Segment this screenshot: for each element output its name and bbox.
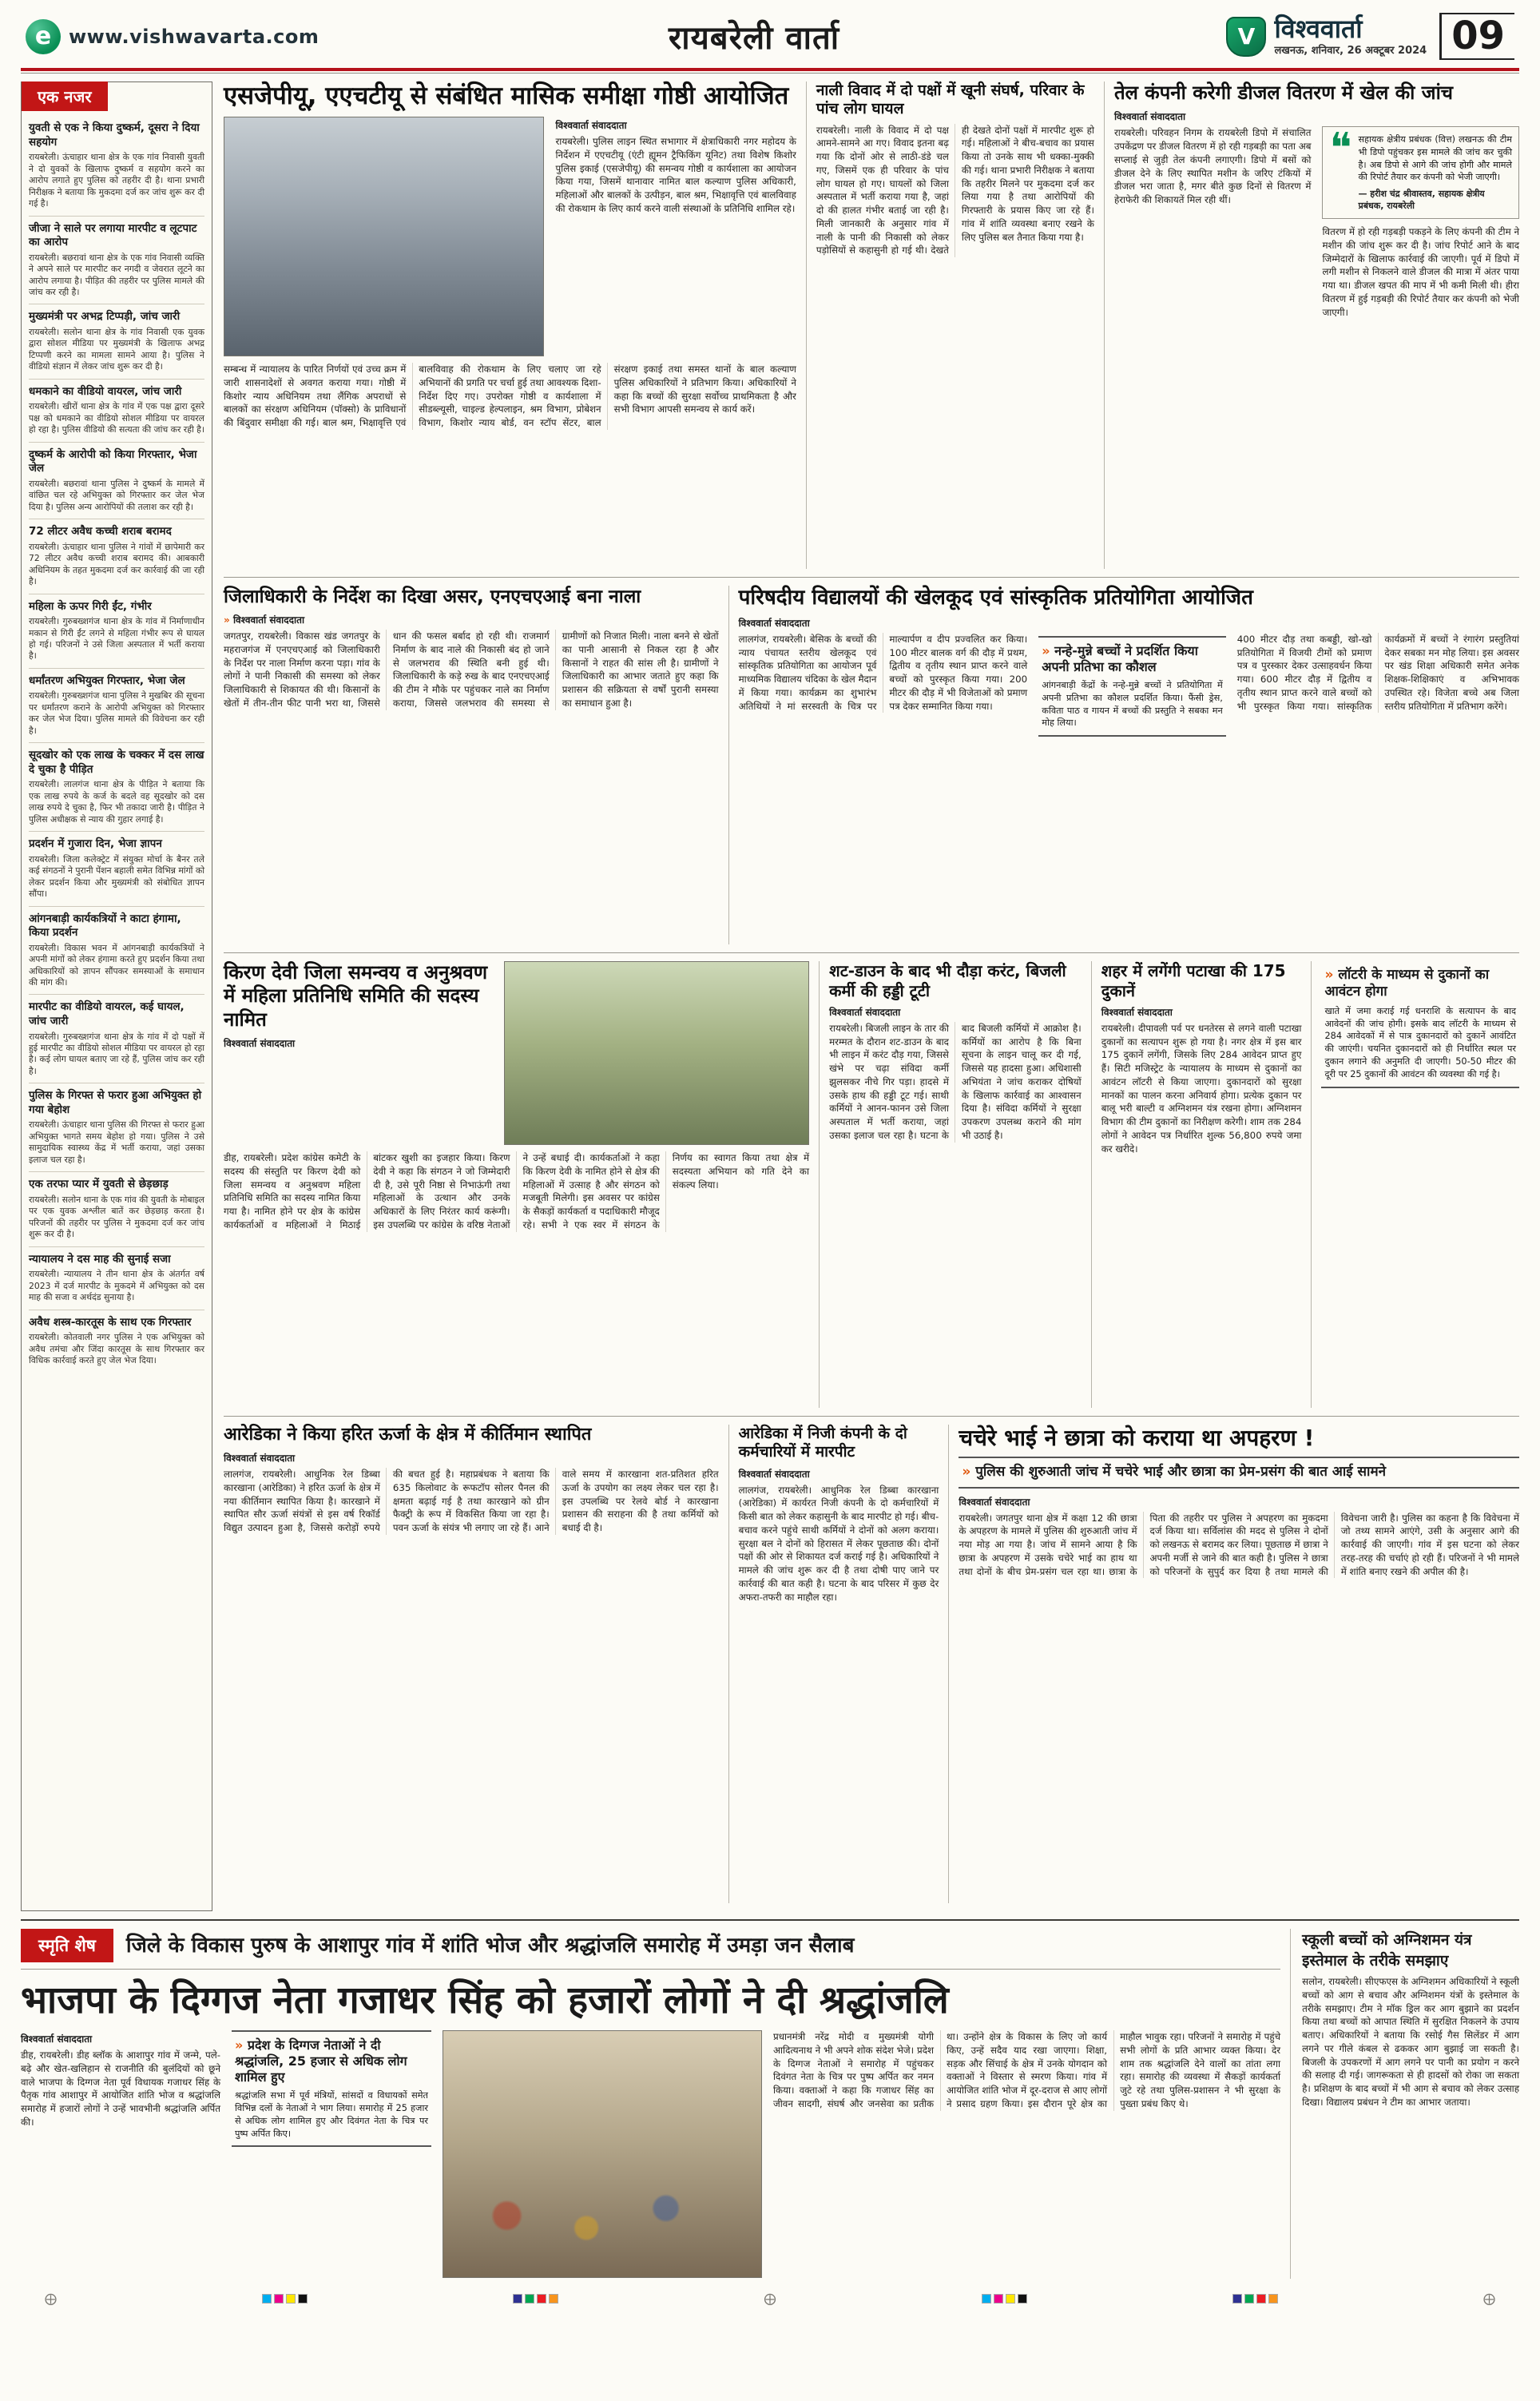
news-brief	[29, 995, 204, 1083]
article-headline: आरेडिका ने किया हरित ऊर्जा के क्षेत्र में कीर्तिमान स्थापित	[224, 1425, 592, 1445]
edition-dateline: लखनऊ, शनिवार, 26 अक्टूबर 2024	[1274, 45, 1427, 58]
news-brief-headline: आंगनबाड़ी कार्यकत्रियों ने काटा हंगामा, किया प्रदर्शन	[29, 912, 181, 940]
registration-cross-icon: ⨁	[45, 2292, 57, 2307]
byline: विश्ववार्ता संवाददाता	[738, 1468, 810, 1480]
masthead-right	[1139, 13, 1514, 60]
news-brief	[29, 1172, 204, 1246]
kicker-row	[21, 1929, 1280, 1970]
website-url: www.vishwavarta.com	[69, 25, 320, 48]
sub-article-headline: » लॉटरी के माध्यम से दुकानों का आवंटन होगा	[1324, 967, 1516, 1001]
memorial-grid	[21, 2030, 1280, 2278]
news-brief	[29, 380, 204, 443]
article-headline: नाली विवाद में दो पक्षों में खूनी संघर्ष, परिवार के पांच लोग घायल	[816, 81, 1085, 118]
news-brief	[29, 832, 204, 906]
news-brief-body: रायबरेली। जिला कलेक्ट्रेट में संयुक्त मोर्चा के बैनर तले कई संगठनों ने पुरानी पेंशन बहाली समेत विभिन्न मांगों को लेकर प्रदर्शन किया और मुख्यमंत्री को संबोधित ज्ञापन सौंपा।	[29, 853, 204, 900]
article-body: रायबरेली। जगतपुर थाना क्षेत्र में कक्षा 12 की छात्रा के अपहरण के मामले में पुलिस की शुरुआती जांच में नया मोड़ आ गया है। जांच में सामने आया है कि छात्रा के अपहरण में उसके चचेरे भाई का हाथ था तथा दोनों के बीच प्रेम-प्रसंग चल रहा था। छात्रा के पिता की तहरीर पर पुलिस ने अपहरण का मुकदमा दर्ज किया था। सर्विलांस की मदद से पुलिस ने दोनों को लखनऊ से बरामद कर लिया। पूछताछ में छात्रा ने अपनी मर्जी से जाने की बात कही है। पुलिस ने छात्रा को परिजनों के सुपुर्द कर दिया है तथा मामले की विवेचना जारी है। पुलिस का कहना है कि विवेचना में जो तथ्य सामने आएंगे, उसी के अनुसार आगे की कार्रवाई की जाएगी। गांव में इस घटना को लेकर तरह-तरह की चर्चाएं हो रही हैं। परिजनों ने भी मामले में शांति बनाए रखने की अपील की है।	[959, 1512, 1519, 1577]
article-subhead-box	[959, 1457, 1519, 1488]
article-body: डीह, रायबरेली। प्रदेश कांग्रेस कमेटी के सदस्य की संस्तुति पर किरण देवी को जिला समन्वय व अनुश्रवण महिला प्रतिनिधि समिति का सदस्य नामित किया गया है। नामित होने पर क्षेत्र के कांग्रेस कार्यकर्ताओं व महिलाओं ने मिठाई बांटकर खुशी का इजहार किया। किरण देवी ने कहा कि संगठन ने जो जिम्मेदारी दी है, उसे पूरी निष्ठा से निभाऊंगी तथा महिलाओं के उत्थान और उनके अधिकारों के लिए निरंतर कार्य करूंगी। इस उपलब्धि पर कांग्रेस के वरिष्ठ नेताओं ने उन्हें बधाई दी। कार्यकर्ताओं ने कहा कि किरण देवी के नामित होने से क्षेत्र की महिलाओं में उत्साह है और संगठन को मजबूती मिलेगी। इस अवसर पर कांग्रेस के सैकड़ों कार्यकर्ता व पदाधिकारी मौजूद रहे। सभी ने एक स्वर में संगठन के निर्णय का स्वागत किया तथा क्षेत्र में सदस्यता अभियान को गति देने का संकल्प लिया।	[224, 1152, 810, 1230]
article-headline: शट-डाउन के बाद भी दौड़ा करंट, बिजली कर्मी की हड्डी टूटी	[829, 961, 1066, 1000]
article-lottery-allotment	[1312, 961, 1519, 1408]
byline: विश्ववार्ता संवाददाता	[555, 120, 627, 131]
news-brief-body: रायबरेली। गुरुबख्शगंज थाना क्षेत्र के गांव में निर्माणाधीन मकान से गिरी ईंट लगने से महिला गंभीर रूप से घायल हो गई। परिजनों ने उसे जिला अस्पताल में भर्ती कराया है।	[29, 616, 204, 662]
news-brief-headline: जीजा ने साले पर लगाया मारपीट व लूटपाट का आरोप	[29, 221, 197, 249]
main-articles	[224, 81, 1519, 1911]
article-firecracker-shops	[1092, 961, 1312, 1408]
one-look-sidebar	[21, 81, 212, 1911]
pull-quote	[1322, 126, 1519, 219]
article-shutdown-current	[820, 961, 1092, 1408]
news-brief	[29, 743, 204, 832]
news-brief	[29, 217, 204, 305]
news-brief-body: रायबरेली। गुरुबख्शगंज थाना पुलिस ने मुखबिर की सूचना पर धर्मांतरण कराने के आरोपी अभियुक्त को गिरफ्तार कर जेल भेज दिया। पुलिस मामले की विवेचना कर रही है।	[29, 690, 204, 736]
article-headline: परिषदीय विद्यालयों की खेलकूद एवं सांस्कृतिक प्रतियोगिता आयोजित	[738, 586, 1253, 610]
memorial-note-box	[232, 2030, 431, 2147]
news-brief-body: रायबरेली। बछरावां थाना क्षेत्र के एक गांव निवासी व्यक्ति ने अपने साले पर मारपीट कर नगदी व जेवरात लूटने का आरोप लगाया है। पीड़ित की तहरीर पर पुलिस मामले की जांच कर रही है।	[29, 252, 204, 297]
color-bar-icon	[262, 2294, 308, 2304]
registration-cross-icon: ⨁	[1482, 2292, 1495, 2307]
news-brief-headline: सूदखोर को एक लाख के चक्कर में दस लाख दे चुका है पीड़ित	[29, 749, 204, 776]
article-body-right: 400 मीटर दौड़ तथा कबड्डी, खो-खो प्रतियोगिता में विजयी टीमों को प्रमाण पत्र व पुरस्कार देकर उत्साहवर्धन किया गया। 600 मीटर दौड़ में द्वितीय व तृतीय स्थान प्राप्त करने वाले बच्चों को भी पुरस्कृत किया गया। सांस्कृतिक कार्यक्रमों में बच्चों ने रंगारंग प्रस्तुतियां देकर सबका मन मोह लिया। इस अवसर पर खंड शिक्षा अधिकारी समेत अनेक शिक्षक-शिक्षिकाएं व अभिभावक उपस्थित रहे। विजेता बच्चे अब जिला स्तरीय प्रतियोगिता में प्रतिभाग करेंगे।	[1236, 633, 1519, 712]
byline: विश्ववार्ता संवाददाता	[224, 1037, 296, 1049]
news-brief-headline: मारपीट का वीडियो वायरल, कई घायल, जांच जारी	[29, 1000, 185, 1028]
memorial-note-headline: » प्रदेश के दिग्गज नेताओं ने दी श्रद्धांजलि, 25 हजार से अधिक लोग शामिल हुए	[235, 2037, 428, 2085]
news-brief-headline: मुख्यमंत्री पर अभद्र टिप्पड़ी, जांच जारी	[29, 310, 181, 324]
memorial-kicker: जिले के विकास पुरुष के आशापुर गांव में शांति भोज और श्रद्धांजलि समारोह में उमड़ा जन सैलाब	[125, 1933, 855, 1958]
news-brief-body: रायबरेली। सलोन थाना क्षेत्र के गांव निवासी एक युवक द्वारा सोशल मीडिया पर मुख्यमंत्री के खिलाफ अभद्र टिप्पणी करने का मामला सामने आया है। पुलिस ने वीडियो संज्ञान में लेकर जांच शुरू कर दी है।	[29, 327, 204, 372]
brand-block	[1226, 13, 1427, 58]
print-registration-marks	[21, 2290, 1519, 2308]
news-brief	[29, 1310, 204, 1373]
color-bar-icon	[513, 2294, 558, 2304]
row-1	[224, 81, 1519, 577]
sub-article-children-talent	[1038, 636, 1226, 737]
masthead-left	[26, 19, 369, 54]
upper-region	[21, 81, 1519, 1911]
memorial-note-body: श्रद्धांजलि सभा में पूर्व मंत्रियों, सांसदों व विधायकों समेत विभिन्न दलों के नेताओं ने भाग लिया। समारोह में 25 हजार से अधिक लोग शामिल हुए और दिवंगत नेता के चित्र पर पुष्प अर्पित किए।	[235, 2090, 428, 2139]
news-brief	[29, 594, 204, 669]
article-body-left: रायबरेली। परिवहन निगम के रायबरेली डिपो में संचालित उपकेंद्रण पर डीजल वितरण में हो रही गड़बड़ी का पता अब सप्लाई से जुड़ी तेल कंपनी लगाएगी। डिपो में बसों को डीजल देने के लिए स्थापित मशीन के जरिए टंकियों में डीजल भरा जाता है, मगर बीते कुछ दिनों से वितरण में हेराफेरी की शिकायतें मिल रही थीं।	[1113, 127, 1312, 206]
article-body: सलोन, रायबरेली। सीएफएस के अग्निशमन अधिकारियों ने स्कूली बच्चों को आग से बचाव और अग्निशमन यंत्रों के इस्तेमाल के तरीके समझाए। टीम ने मॉक ड्रिल कर आग बुझाने का प्रदर्शन किया तथा बच्चों को आपात स्थिति में सुरक्षित निकलने के उपाय बताए। अधिकारियों ने बताया कि रसोई गैस सिलेंडर में आग लगने पर गीले कंबल से ढककर आग बुझाई जा सकती है। बिजली के उपकरणों में आग लगने पर पानी का प्रयोग न करने की सलाह दी गई। जागरूकता से ही हादसों को रोका जा सकता है। प्रशिक्षण के बाद बच्चों में भी आग से बचाव को लेकर उत्साह दिखा। विद्यालय प्रबंधन ने टीम का आभार जताया।	[1302, 1976, 1519, 2108]
article-kiran-devi	[224, 961, 820, 1408]
article-nhai-drain	[224, 586, 729, 944]
byline: विश्ववार्ता संवाददाता	[1101, 1006, 1173, 1018]
memorial-tag: स्मृति शेष	[21, 1929, 113, 1962]
article-body-right: वितरण में हो रही गड़बड़ी पकड़ने के लिए कंपनी की टीम ने मशीन की जांच शुरू कर दी है। जांच रिपोर्ट आने के बाद जिम्मेदारों के खिलाफ कार्रवाई की जाएगी। पूर्व में डिपो में लगी मशीन से निकलने वाले डीजल की मात्रा में अंतर पाया गया था। डीजल खपत की माप में भी कमी मिली थी। हीरा वितरण में हुई गड़बड़ी की रिपोर्ट तैयार कर कंपनी को भेजी जाएगी।	[1322, 226, 1519, 318]
sub-article-lottery	[1321, 961, 1519, 1087]
article-kidnap-case	[949, 1425, 1519, 1903]
registration-cross-icon: ⨁	[764, 2292, 776, 2307]
brand-name: विश्ववार्ता	[1274, 13, 1363, 44]
masthead-rule	[21, 68, 1519, 71]
news-brief-headline: प्रदर्शन में गुजारा दिन, भेजा ज्ञापन	[29, 837, 162, 851]
byline: विश्ववार्ता संवाददाता	[738, 617, 810, 629]
article-body: रायबरेली। बिजली लाइन के तार की मरम्मत के दौरान शट-डाउन के बाद भी लाइन में करंट दौड़ गया, जिससे खंभे पर चढ़ा संविदा कर्मी झुलसकर नीचे गिर पड़ा। हादसे में उसके हाथ की हड्डी टूट गई। साथी कर्मियों ने आनन-फानन उसे जिला अस्पताल में भर्ती कराया, जहां उसका इलाज चल रहा है। घटना के बाद बिजली कर्मियों में आक्रोश है। कर्मियों का आरोप है कि बिना सूचना के लाइन चालू कर दी गई, जिससे यह हादसा हुआ। अधिशासी अभियंता ने जांच कराकर दोषियों के खिलाफ कार्रवाई का आश्वासन दिया है। संविदा कर्मियों ने सुरक्षा उपकरण उपलब्ध कराने की मांग भी उठाई है।	[829, 1022, 1082, 1141]
row-4	[224, 1416, 1519, 1911]
news-brief-body: रायबरेली। ऊंचाहार थाना क्षेत्र के एक गांव निवासी युवती ने दो युवकों के खिलाफ दुष्कर्म व सहयोग करने का आरोप लगाते हुए पुलिस को तहरीर दी है। थाना प्रभारी निरीक्षक ने बताया कि मुकदमा दर्ज कर जांच शुरू कर दी गई है।	[29, 152, 204, 209]
article-headline: चचेरे भाई ने छात्रा को कराया था अपहरण !	[959, 1425, 1315, 1452]
brand-logo-icon: V	[1226, 17, 1266, 57]
article-headline: आरेडिका में निजी कंपनी के दो कर्मचारियों में मारपीट	[738, 1425, 907, 1461]
memorial-intro: डीह, रायबरेली। डीह ब्लॉक के आशापुर गांव में जन्मे, पले-बढ़े और खेत-खलिहान से राजनीति की बुलंदियों को छूने वाले भाजपा के दिग्गज नेता पूर्व विधायक गजाधर सिंह के पैतृक गांव आशापुर में आयोजित शांति भोज व श्रद्धांजलि समारोह में हजारों लोगों ने उन्हें भावभीनी श्रद्धांजलि अर्पित की।	[21, 2049, 220, 2128]
news-brief-body: रायबरेली। सलोन थाना के एक गांव की युवती के मोबाइल पर एक युवक अश्लील बातें कर छेड़छाड़ करता है। परिजनों की तहरीर पर पुलिस ने मुकदमा दर्ज कर जांच शुरू कर दी है।	[29, 1194, 204, 1240]
row-2	[224, 577, 1519, 952]
article-body: रायबरेली। नाली के विवाद में दो पक्ष आमने-सामने आ गए। विवाद इतना बढ़ गया कि दोनों ओर से लाठी-डंडे चल गए, जिसमें एक ही परिवार के पांच लोग घायल हो गए। घायलों को जिला अस्पताल में भर्ती कराया गया है, जहां दो की हालत गंभीर बताई जा रही है। मिली जानकारी के अनुसार गांव में नाली के पानी की निकासी को लेकर पड़ोसियों से कहासुनी हो गई थी। देखते ही देखते दोनों पक्षों में मारपीट शुरू हो गई। महिलाओं ने बीच-बचाव का प्रयास किया तो उनके साथ भी धक्का-मुक्की की गई। थाना प्रभारी निरीक्षक ने बताया कि तहरीर मिलने पर मुकदमा दर्ज कर लिया गया है तथा आरोपियों की गिरफ्तारी के प्रयास किए जा रहे हैं। गांव में शांति व्यवस्था बनाए रखने के लिए पुलिस बल तैनात किया गया है।	[816, 124, 1094, 256]
news-brief	[29, 1083, 204, 1172]
article-body: लालगंज, रायबरेली। आधुनिक रेल डिब्बा कारखाना (आरेडिका) में कार्यरत निजी कंपनी के दो कर्मचारियों में किसी बात को लेकर कहासुनी के बाद मारपीट हो गई। बीच-बचाव करने पहुंचे साथी कर्मियों ने दोनों को अलग कराया। सुरक्षा बल ने दोनों को हिरासत में लेकर पूछताछ की। दोनों पक्षों की ओर से शिकायत दर्ज कराई गई है। अधिकारियों ने मामले की जांच शुरू कर दी है तथा दोषी पाए जाने पर कार्रवाई की बात कही है। घटना के बाद परिसर में कुछ देर अफरा-तफरी का माहौल रहा।	[738, 1484, 939, 1603]
news-brief-body: रायबरेली। विकास भवन में आंगनबाड़ी कार्यकत्रियों ने अपनी मांगों को लेकर हंगामा करते हुए प्रदर्शन किया तथा अधिकारियों को ज्ञापन सौंपकर समस्याओं के समाधान की मांग की।	[29, 942, 204, 988]
news-brief-body: रायबरेली। लालगंज थाना क्षेत्र के पीड़ित ने बताया कि एक लाख रुपये के कर्ज के बदले वह सूदखोर को दस लाख रुपये दे चुका है, फिर भी तकादा जारी है। पीड़ित ने पुलिस अधीक्षक से न्याय की गुहार लगाई है।	[29, 779, 204, 825]
article-headline: जिलाधिकारी के निर्देश का दिखा असर, एनएचएआई बना नाला	[224, 586, 641, 608]
byline: विश्ववार्ता संवाददाता	[829, 1006, 901, 1018]
news-brief-headline: युवती से एक ने किया दुष्कर्म, दूसरा ने दिया सहयोग	[29, 121, 200, 149]
memorial-headline: भाजपा के दिग्गज नेता गजाधर सिंह को हजारों लोगों ने दी श्रद्धांजलि	[21, 1978, 949, 2023]
article-headline: स्कूली बच्चों को अग्निशमन यंत्र इस्तेमाल के तरीके समझाए	[1302, 1931, 1472, 1970]
news-brief	[29, 304, 204, 379]
article-subhead: » पुलिस की शुरुआती जांच में चचेरे भाई और छात्रा का प्रेम-प्रसंग की बात आई सामने	[962, 1464, 1516, 1481]
article-headline: किरण देवी जिला समन्वय व अनुश्रवण में महिला प्रतिनिधि समिति की सदस्य नामित	[224, 961, 488, 1031]
news-brief	[29, 519, 204, 594]
news-brief-headline: अवैध शस्त्र-कारतूस के साथ एक गिरफ्तार	[29, 1315, 192, 1329]
quote-icon: ❝	[1329, 125, 1352, 173]
masthead	[21, 6, 1519, 68]
article-body: रायबरेली। दीपावली पर्व पर धनतेरस से लगने वाली पटाखा दुकानों का सत्यापन शुरू हो गया है। नगर क्षेत्र में इस बार 175 दुकानें लगेंगी, जिसके लिए 284 आवेदन प्राप्त हुए हैं। सिटी मजिस्ट्रेट के न्यायालय के माध्यम से दुकानों का आवंटन लॉटरी से किया जाएगा। दुकानदारों को सुरक्षा मानकों का पालन करना अनिवार्य होगा। प्रत्येक दुकान पर बालू भरी बाल्टी व अग्निशमन यंत्र रखना होगा। अग्निशमन विभाग की टीम दुकानों का निरीक्षण करेगी। शाम तक 284 लोगों ने आवेदन पत्र निर्धारित शुल्क 56,800 रुपये जमा कर खरीदे।	[1101, 1022, 1302, 1155]
byline: » विश्ववार्ता संवाददाता	[224, 613, 719, 626]
news-brief-body: रायबरेली। कोतवाली नगर पुलिस ने एक अभियुक्त को अवैध तमंचा और जिंदा कारतूस के साथ गिरफ्तार कर विधिक कार्रवाई करते हुए जेल भेज दिया।	[29, 1332, 204, 1365]
row-3	[224, 952, 1519, 1416]
news-brief-headline: एक तरफा प्यार में युवती से छेड़छाड़	[29, 1178, 169, 1191]
news-brief-headline: महिला के ऊपर गिरी ईंट, गंभीर	[29, 599, 152, 613]
news-brief-headline: न्यायालय ने दस माह की सुनाई सजा	[29, 1252, 171, 1266]
globe-logo-icon: e	[26, 19, 61, 54]
news-brief	[29, 907, 204, 996]
sub-article-headline: » नन्हे-मुन्ने बच्चों ने प्रदर्शित किया अपनी प्रतिभा का कौशल	[1042, 643, 1223, 675]
sub-article-body: खाते में जमा कराई गई धनराशि के सत्यापन के बाद आवेदनों की जांच होगी। इसके बाद लॉटरी के माध्यम से 284 आवेदकों में से पात्र दुकानदारों को दुकानें आवंटित की जाएंगी। चयनित दुकानदारों को ही निर्धारित स्थल पर दुकान लगाने की अनुमति दी जाएगी। 50-50 मीटर की दूरी पर 25 दुकानों की आवंटन की व्यवस्था की गई है।	[1324, 1005, 1516, 1079]
article-lead: रायबरेली। पुलिस लाइन स्थित सभागार में क्षेत्राधिकारी नगर महोदय के निर्देशन में एएचटीयू (एंटी ह्यूमन ट्रैफिकिंग यूनिट) तथा विशेष किशोर पुलिस इकाई (एसजेपीयू) की समन्वय गोष्ठी व कार्यशाला का आयोजन किया गया, जिसमें थानावार नामित बाल कल्याण पुलिस अधिकारी, महिलाओं और बालकों के उत्पीड़न, बाल श्रम, भिक्षावृत्ति एवं बालविवाह की रोकथाम के लिए कार्य करने वाली संस्थाओं के प्रतिनिधि शामिल रहे।	[555, 136, 796, 214]
article-body-left: लालगंज, रायबरेली। बेसिक के बच्चों की न्याय पंचायत स्तरीय खेलकूद एवं सांस्कृतिक प्रतियोगिता का आयोजन पूर्व माध्यमिक विद्यालय चंदिका के खेल मैदान में किया गया। कार्यक्रम का शुभारंभ अतिथियों ने मां सरस्वती के चित्र पर माल्यार्पण व दीप प्रज्वलित कर किया। 100 मीटर बालक वर्ग की दौड़ में प्रथम, द्वितीय व तृतीय स्थान प्राप्त करने वाले बच्चों को पुरस्कृत किया गया। 200 मीटर की दौड़ में भी विजेताओं को प्रमाण पत्र देकर सम्मानित किया गया।	[738, 633, 1028, 712]
article-body: सम्बन्ध में न्यायालय के पारित निर्णयों एवं उच्च क्रम में जारी शासनादेशों से अवगत कराया गया। गोष्ठी में किशोर न्याय अधिनियम तथा लैंगिक अपराधों से बालकों का संरक्षण अधिनियम (पॉक्सो) के प्राविधानों की बिंदुवार समीक्षा की गई। बाल श्रम, भिक्षावृत्ति एवं बालविवाह की रोकथाम के लिए चलाए जा रहे अभियानों की प्रगति पर चर्चा हुई तथा आवश्यक दिशा-निर्देश दिए गए। उपरोक्त गोष्ठी व कार्यशाला में सीडब्ल्यूसी, चाइल्ड हेल्पलाइन, श्रम विभाग, प्रोबेशन विभाग, किशोर न्याय बोर्ड, वन स्टॉप सेंटर, बाल संरक्षण इकाई तथा समस्त थानों के बाल कल्याण पुलिस अधिकारियों ने प्रतिभाग किया। अधिकारियों ने कहा कि बच्चों की सुरक्षा सर्वोच्च प्राथमिकता है और सभी विभाग आपसी समन्वय से कार्य करें।	[224, 364, 796, 428]
article-sjpu-review	[224, 81, 807, 569]
news-brief-headline: धमकाने का वीडियो वायरल, जांच जारी	[29, 384, 182, 398]
article-mcf-green-energy	[224, 1425, 729, 1903]
article-body: लालगंज, रायबरेली। आधुनिक रेल डिब्बा कारखाना (आरेडिका) ने हरित ऊर्जा के क्षेत्र में नया कीर्तिमान स्थापित किया है। कारखाने में स्थापित सौर ऊर्जा संयंत्रों से इस वर्ष रिकॉर्ड विद्युत उत्पादन हुआ है, जिससे करोड़ों रुपये की बचत हुई है। महाप्रबंधक ने बताया कि 635 किलोवाट के रूफटॉप सोलर पैनल की क्षमता बढ़ाई गई है तथा कारखाने को ग्रीन फैक्ट्री के रूप में विकसित किया जा रहा है। पवन ऊर्जा के संयंत्र भी लगाए जा रहे हैं। आने वाले समय में कारखाना शत-प्रतिशत हरित ऊर्जा के उपयोग का लक्ष्य लेकर चल रहा है। इस उपलब्धि पर रेलवे बोर्ड ने कारखाना प्रशासन की सराहना की है तथा कर्मियों को बधाई दी है।	[224, 1469, 719, 1534]
color-bar-icon	[1232, 2294, 1278, 2304]
page-number: 09	[1439, 13, 1514, 60]
section-title: रायबरेली वार्ता	[668, 20, 840, 58]
article-diesel-probe	[1105, 81, 1519, 569]
article-memorial	[21, 1929, 1291, 2279]
news-brief	[29, 669, 204, 743]
one-look-label: एक नजर	[22, 81, 108, 111]
news-brief	[29, 116, 204, 216]
article-headline: एसजेपीयू, एएचटीयू से संबंधित मासिक समीक्षा गोष्ठी आयोजित	[224, 81, 789, 111]
byline: विश्ववार्ता संवाददाता	[21, 2033, 93, 2045]
byline: विश्ववार्ता संवाददाता	[224, 1453, 296, 1465]
memorial-photo	[443, 2030, 762, 2278]
news-brief	[29, 1247, 204, 1310]
meeting-photo	[224, 117, 544, 356]
news-brief-headline: पुलिस के गिरफ्त से फरार हुआ अभियुक्त हो गया बेहोश	[29, 1089, 202, 1116]
article-school-sports	[729, 586, 1519, 944]
article-drain-clash	[807, 81, 1105, 569]
byline: विश्ववार्ता संवाददाता	[1113, 111, 1186, 123]
news-brief-headline: 72 लीटर अवैध कच्ची शराब बरामद	[29, 525, 172, 539]
news-brief-body: रायबरेली। गुरुबख्शगंज थाना क्षेत्र के गांव में दो पक्षों में हुई मारपीट का वीडियो सोशल मीडिया पर वायरल हो रहा है। कई लोग घायल बताए जा रहे हैं, पुलिस जांच कर रही है।	[29, 1031, 204, 1076]
news-brief-body: रायबरेली। ऊंचाहार थाना पुलिस ने गांवों में छापेमारी कर 72 लीटर अवैध कच्ची शराब बरामद की। आबकारी अधिनियम के तहत मुकदमा दर्ज कर कार्रवाई की जा रही है।	[29, 541, 204, 587]
news-brief-body: रायबरेली। न्यायालय ने तीन थाना क्षेत्र के अंतर्गत वर्ष 2023 में दर्ज मारपीट के मुकदमे में अभियुक्त को दस माह की सजा व अर्थदंड सुनाया है।	[29, 1269, 204, 1303]
memorial-body: प्रधानमंत्री नरेंद्र मोदी व मुख्यमंत्री योगी आदित्यनाथ ने भी अपने शोक संदेश भेजे। प्रदेश के दिग्गज नेताओं ने समारोह में पहुंचकर दिवंगत नेता के चित्र पर पुष्प अर्पित कर नमन किया। वक्ताओं ने कहा कि गजाधर सिंह का जीवन सादगी, संघर्ष और जनसेवा का प्रतीक था। उन्होंने क्षेत्र के विकास के लिए जो कार्य किए, उन्हें सदैव याद रखा जाएगा। शिक्षा, सड़क और सिंचाई के क्षेत्र में उनके योगदान को वक्ताओं ने विस्तार से स्मरण किया। गांव में आयोजित शांति भोज में दूर-दराज से आए लोगों ने प्रसाद ग्रहण किया। इस दौरान पूरे क्षेत्र का माहौल भावुक रहा। परिजनों ने समारोह में पहुंचे सभी लोगों के प्रति आभार व्यक्त किया। देर शाम तक श्रद्धांजलि देने वालों का तांता लगा रहा। समारोह की व्यवस्था में सैकड़ों कार्यकर्ता जुटे रहे तथा पुलिस-प्रशासन ने भी सुरक्षा के पुख्ता प्रबंध किए थे।	[773, 2031, 1281, 2109]
one-look-list	[29, 116, 204, 1372]
color-bar-icon	[982, 2294, 1027, 2304]
pull-quote-attribution: — हरीश चंद्र श्रीवास्तव, सहायक क्षेत्रीय प्रबंधक, रायबरेली	[1358, 189, 1485, 212]
article-body: जगतपुर, रायबरेली। विकास खंड जगतपुर के महराजगंज में एनएचएआई को जिलाधिकारी के निर्देश पर नाला निर्माण करना पड़ा। गांव के लोगों ने पानी निकासी की समस्या को लेकर जिलाधिकारी से शिकायत की थी। किसानों के खेतों में तीन-तीन फीट पानी भरा था, जिससे धान की फसल बर्बाद हो रही थी। राजमार्ग निर्माण के बाद नाले की निकासी बंद हो जाने से जलभराव की स्थिति बनी हुई थी। जिलाधिकारी के कड़े रुख के बाद एनएचएआई की टीम ने मौके पर पहुंचकर नाले का निर्माण कराया, जिससे जलभराव की समस्या से ग्रामीणों को निजात मिली। नाला बनने से खेतों का पानी आसानी से निकल रहा है और किसानों ने राहत की सांस ली है। ग्रामीणों ने जिलाधिकारी का आभार जताते हुए कहा कि प्रशासन की सक्रियता से वर्षों पुरानी समस्या का समाधान हुआ है।	[224, 630, 719, 709]
news-brief-body: रायबरेली। ऊंचाहार थाना पुलिस की गिरफ्त से फरार हुआ अभियुक्त भागते समय बेहोश हो गया। पुलिस ने उसे सामुदायिक स्वास्थ्य केंद्र में भर्ती कराया, जहां उसका इलाज चल रहा है।	[29, 1119, 204, 1165]
article-fire-safety	[1302, 1929, 1519, 2279]
news-brief-headline: धर्मांतरण अभियुक्त गिरफ्तार, भेजा जेल	[29, 674, 185, 687]
bottom-band	[21, 1919, 1519, 2279]
byline: विश्ववार्ता संवाददाता	[959, 1496, 1030, 1508]
news-brief-body: रायबरेली। खीरों थाना क्षेत्र के गांव में एक पक्ष द्वारा दूसरे पक्ष को धमकाने का वीडियो सोशल मीडिया पर वायरल हो रहा है। पुलिस वीडियो की सत्यता की जांच कर रही है।	[29, 401, 204, 435]
masthead-rule-thin	[21, 73, 1519, 74]
article-headline: शहर में लगेंगी पटाखा की 175 दुकानें	[1101, 961, 1286, 1000]
pull-quote-text: सहायक क्षेत्रीय प्रबंधक (वित्त) लखनऊ की टीम भी डिपो पहुंचकर इस मामले की जांच कर चुकी है। अब डिपो से आगे की जांच होगी और मामले की रिपोर्ट तैयार कर कंपनी को भेजी जाएगी।	[1358, 134, 1512, 183]
article-mcf-fight	[729, 1425, 950, 1903]
article-headline: तेल कंपनी करेगी डीजल वितरण में खेल की जांच	[1113, 81, 1454, 105]
news-brief	[29, 443, 204, 519]
news-brief-headline: दुष्कर्म के आरोपी को किया गिरफ्तार, भेजा जेल	[29, 447, 197, 475]
sub-article-body: आंगनबाड़ी केंद्रों के नन्हे-मुन्ने बच्चों ने प्रतियोगिता में अपनी प्रतिभा का कौशल प्रदर्शित किया। फैंसी ड्रेस, कविता पाठ व गायन में बच्चों की प्रस्तुति ने सबका मन मोह लिया।	[1042, 679, 1223, 729]
group-photo	[504, 961, 809, 1145]
news-brief-body: रायबरेली। बछरावां थाना पुलिस ने दुष्कर्म के मामले में वांछित चल रहे अभियुक्त को गिरफ्तार कर जेल भेज दिया है। पुलिस अन्य आरोपियों की तलाश कर रही है।	[29, 478, 204, 512]
